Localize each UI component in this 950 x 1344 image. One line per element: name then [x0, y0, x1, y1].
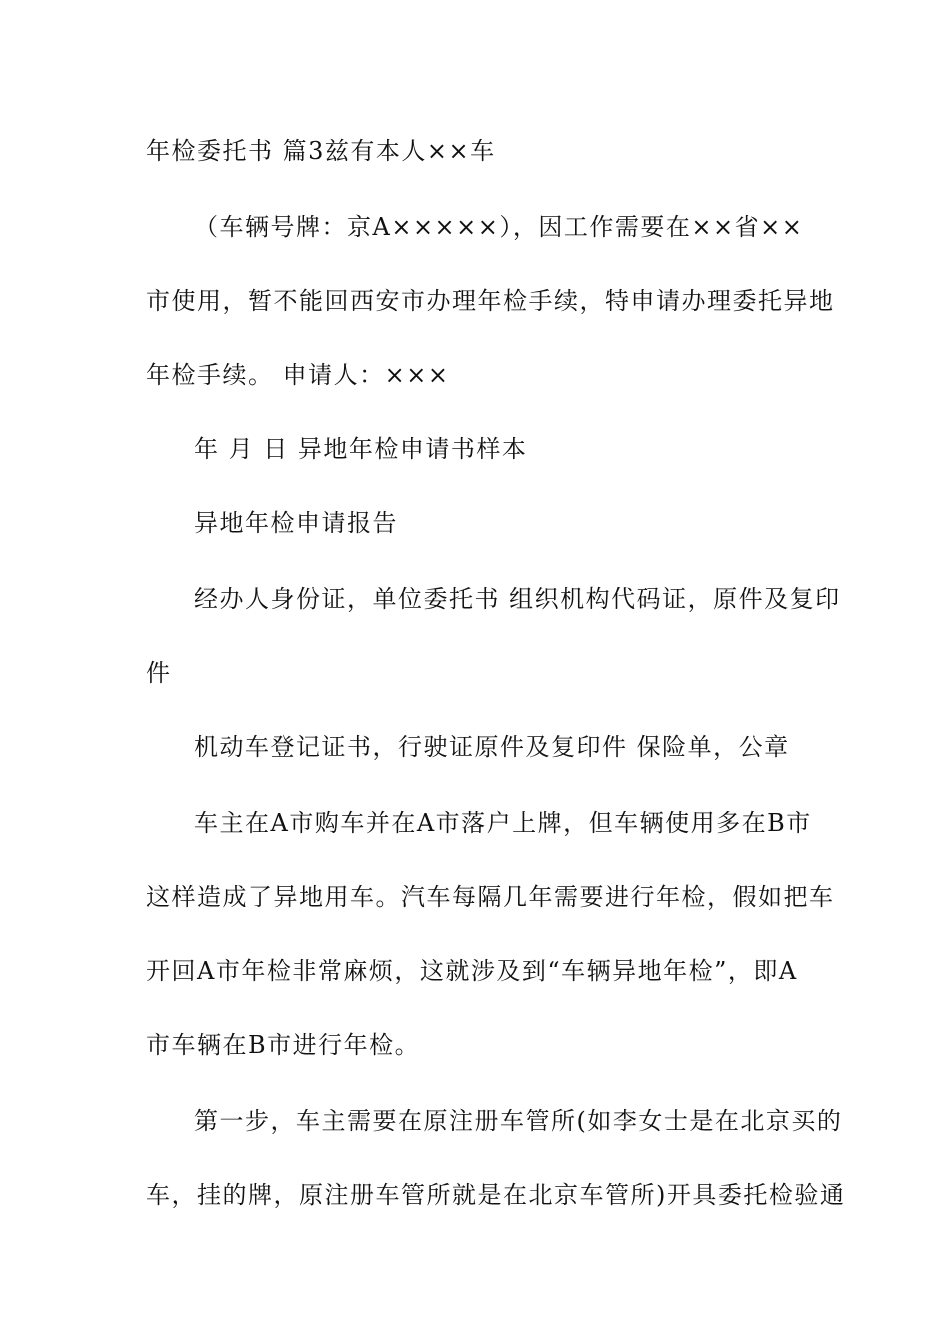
- text-line-4: 年检手续。 申请人：×××: [146, 361, 450, 389]
- text-line-10: 车主在A市购车并在A市落户上牌，但车辆使用多在B市: [194, 809, 812, 837]
- text-line-12: 开回A市年检非常麻烦，这就涉及到“车辆异地年检”，即A: [146, 957, 798, 985]
- text-line-11: 这样造成了异地用车。汽车每隔几年需要进行年检，假如把车: [146, 883, 835, 911]
- text-line-13: 市车辆在B市进行年检。: [146, 1031, 421, 1059]
- text-line-8: 件: [146, 659, 172, 687]
- text-line-3: 市使用，暂不能回西安市办理年检手续，特申请办理委托异地: [146, 287, 835, 315]
- text-line-15: 车，挂的牌，原注册车管所就是在北京车管所)开具委托检验通: [146, 1181, 846, 1209]
- text-line-6: 异地年检申请报告: [194, 509, 398, 537]
- text-line-1: 年检委托书 篇3兹有本人××车: [146, 137, 496, 165]
- text-line-14: 第一步，车主需要在原注册车管所(如李女士是在北京买的: [194, 1107, 843, 1135]
- text-line-2: （车辆号牌：京A×××××），因工作需要在××省××: [194, 213, 804, 241]
- text-line-7: 经办人身份证，单位委托书 组织机构代码证，原件及复印: [194, 585, 841, 613]
- text-line-5: 年 月 日 异地年检申请书样本: [194, 435, 528, 463]
- text-line-9: 机动车登记证书，行驶证原件及复印件 保险单，公章: [194, 733, 790, 761]
